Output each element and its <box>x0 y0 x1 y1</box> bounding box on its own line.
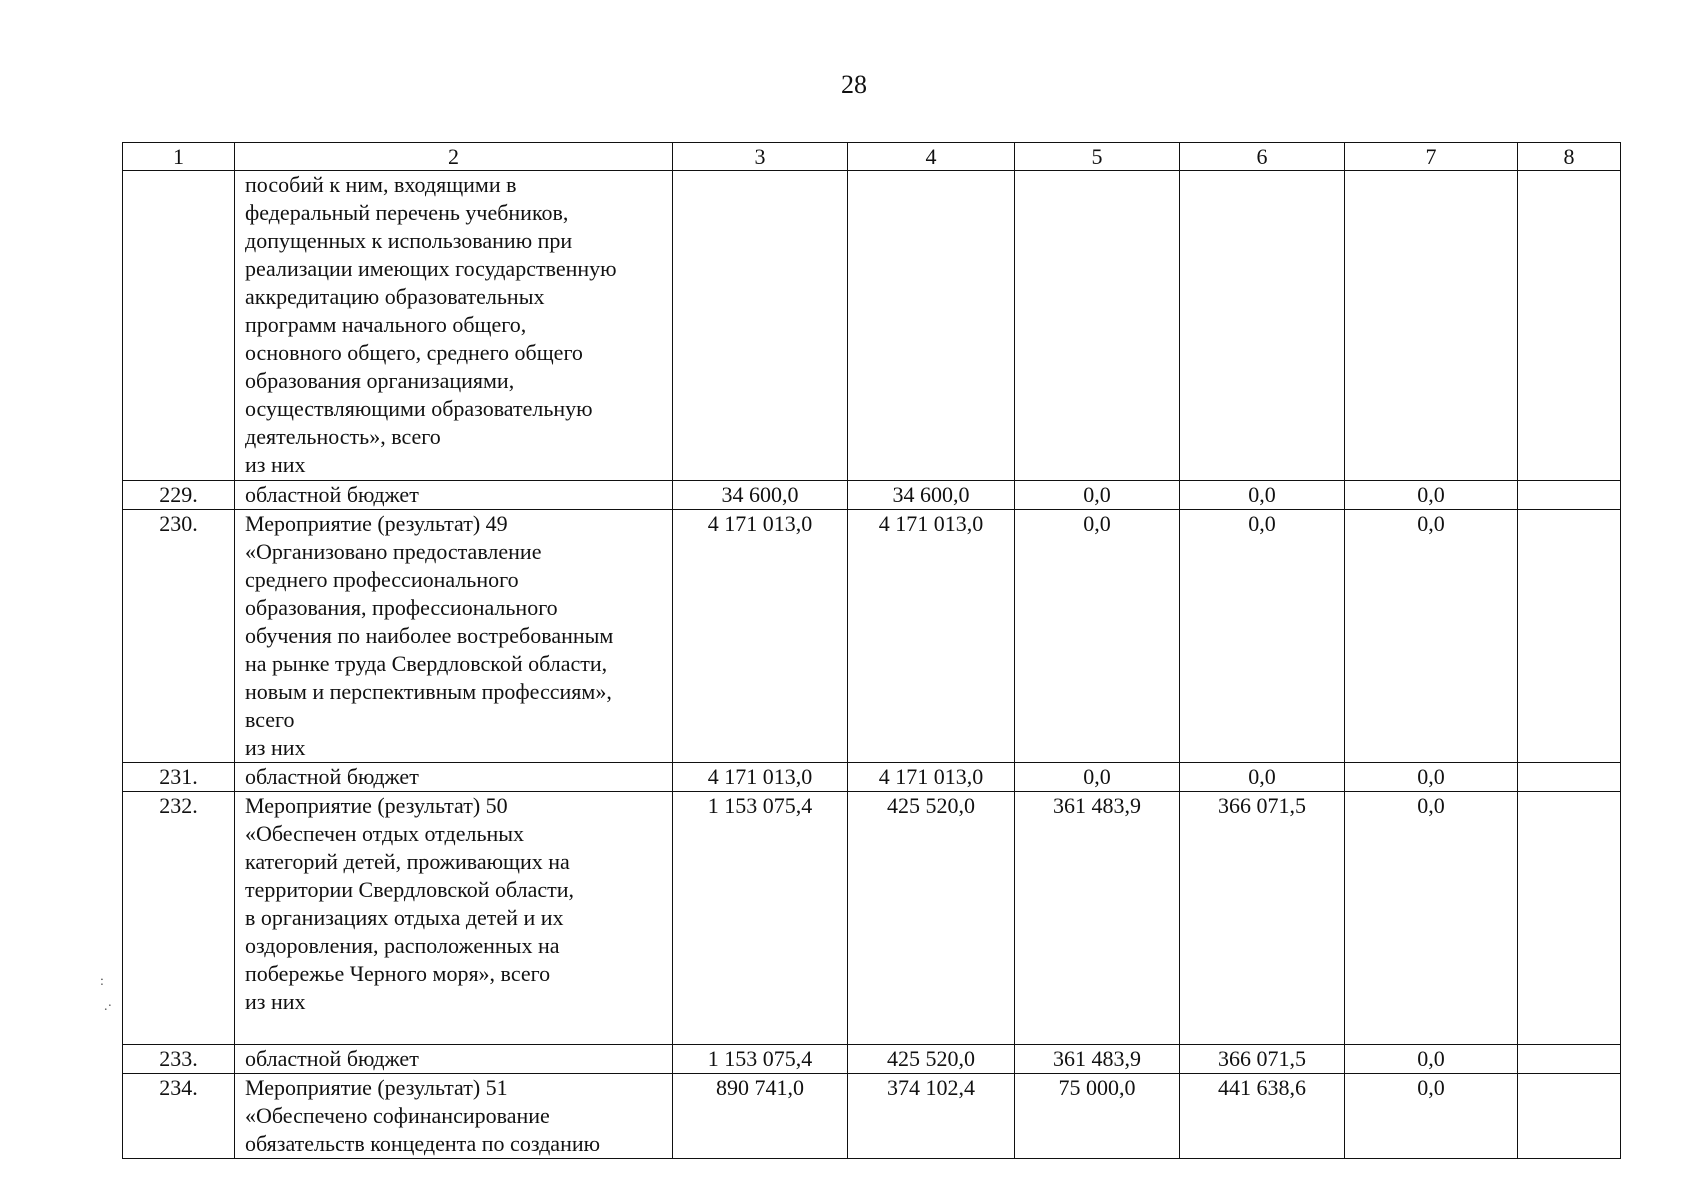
value-col3: 4 171 013,0 <box>673 763 848 792</box>
value-col4: 4 171 013,0 <box>848 510 1015 763</box>
header-row <box>123 143 1621 171</box>
value-col4 <box>848 171 1015 481</box>
row-number: 234. <box>123 1074 235 1159</box>
value-col7: 0,0 <box>1345 1074 1518 1159</box>
row-number: 232. <box>123 792 235 1045</box>
value-col5: 361 483,9 <box>1015 792 1180 1045</box>
table-row <box>123 1045 1621 1074</box>
value-col5: 0,0 <box>1015 763 1180 792</box>
value-col3: 1 153 075,4 <box>673 792 848 1045</box>
value-col6: 0,0 <box>1180 481 1345 510</box>
row-number: 230. <box>123 510 235 763</box>
header-cell: 6 <box>1180 143 1345 171</box>
row-description: областной бюджет <box>235 763 673 792</box>
row-description: областной бюджет <box>235 481 673 510</box>
value-col6: 0,0 <box>1180 763 1345 792</box>
value-col3: 890 741,0 <box>673 1074 848 1159</box>
table-row <box>123 1074 1621 1159</box>
page-number: 28 <box>841 70 867 99</box>
row-description: Мероприятие (результат) 51 «Обеспечено софинансирование обязательств концедента по созданию <box>235 1074 673 1159</box>
value-col3 <box>673 171 848 481</box>
value-col4: 425 520,0 <box>848 1045 1015 1074</box>
header-cell: 1 <box>123 143 235 171</box>
row-number: 231. <box>123 763 235 792</box>
value-col5: 0,0 <box>1015 510 1180 763</box>
value-col7: 0,0 <box>1345 792 1518 1045</box>
row-number: 233. <box>123 1045 235 1074</box>
value-col3: 4 171 013,0 <box>673 510 848 763</box>
table-row <box>123 510 1621 763</box>
row-description: областной бюджет <box>235 1045 673 1074</box>
value-col6: 441 638,6 <box>1180 1074 1345 1159</box>
value-col6: 366 071,5 <box>1180 792 1345 1045</box>
value-col7 <box>1345 171 1518 481</box>
table-row <box>123 792 1621 1045</box>
value-col3: 34 600,0 <box>673 481 848 510</box>
value-col4: 425 520,0 <box>848 792 1015 1045</box>
value-col5: 75 000,0 <box>1015 1074 1180 1159</box>
row-description: пособий к ним, входящими в федеральный перечень учебников, допущенных к использованию при реализации имеющих государственную аккредитацию образовательных программ начального общего, основного общего, среднего общего образования организациями, осуществляющими образовательную деятельность», всего из них <box>235 171 673 481</box>
value-col7: 0,0 <box>1345 1045 1518 1074</box>
value-col8 <box>1518 1074 1621 1159</box>
header-cell: 5 <box>1015 143 1180 171</box>
value-col7: 0,0 <box>1345 763 1518 792</box>
value-col8 <box>1518 763 1621 792</box>
value-col6: 0,0 <box>1180 510 1345 763</box>
value-col6: 366 071,5 <box>1180 1045 1345 1074</box>
value-col8 <box>1518 1045 1621 1074</box>
table-row <box>123 763 1621 792</box>
scan-speck: : <box>100 974 104 989</box>
header-cell: 2 <box>235 143 673 171</box>
header-cell: 7 <box>1345 143 1518 171</box>
value-col5 <box>1015 171 1180 481</box>
scan-speck: .· <box>104 999 113 1014</box>
header-cell: 4 <box>848 143 1015 171</box>
header-cell: 8 <box>1518 143 1621 171</box>
row-description: Мероприятие (результат) 50 «Обеспечен отдых отдельных категорий детей, проживающих на территории Свердловской области, в организациях отдыха детей и их оздоровления, расположенных на побережье Черного моря», всего из них <box>235 792 673 1045</box>
value-col4: 374 102,4 <box>848 1074 1015 1159</box>
row-number: 229. <box>123 481 235 510</box>
value-col8 <box>1518 171 1621 481</box>
value-col5: 0,0 <box>1015 481 1180 510</box>
table-row <box>123 481 1621 510</box>
value-col4: 34 600,0 <box>848 481 1015 510</box>
header-cell: 3 <box>673 143 848 171</box>
value-col5: 361 483,9 <box>1015 1045 1180 1074</box>
value-col8 <box>1518 792 1621 1045</box>
row-description: Мероприятие (результат) 49 «Организовано предоставление среднего профессионального образования, профессионального обучения по наиболее востребованным на рынке труда Свердловской области, новым и перспективным профессиям», всего из них <box>235 510 673 763</box>
value-col7: 0,0 <box>1345 481 1518 510</box>
table-row <box>123 171 1621 481</box>
value-col8 <box>1518 510 1621 763</box>
value-col6 <box>1180 171 1345 481</box>
row-number <box>123 171 235 481</box>
budget-table <box>122 142 1621 1159</box>
value-col4: 4 171 013,0 <box>848 763 1015 792</box>
value-col8 <box>1518 481 1621 510</box>
value-col7: 0,0 <box>1345 510 1518 763</box>
value-col3: 1 153 075,4 <box>673 1045 848 1074</box>
